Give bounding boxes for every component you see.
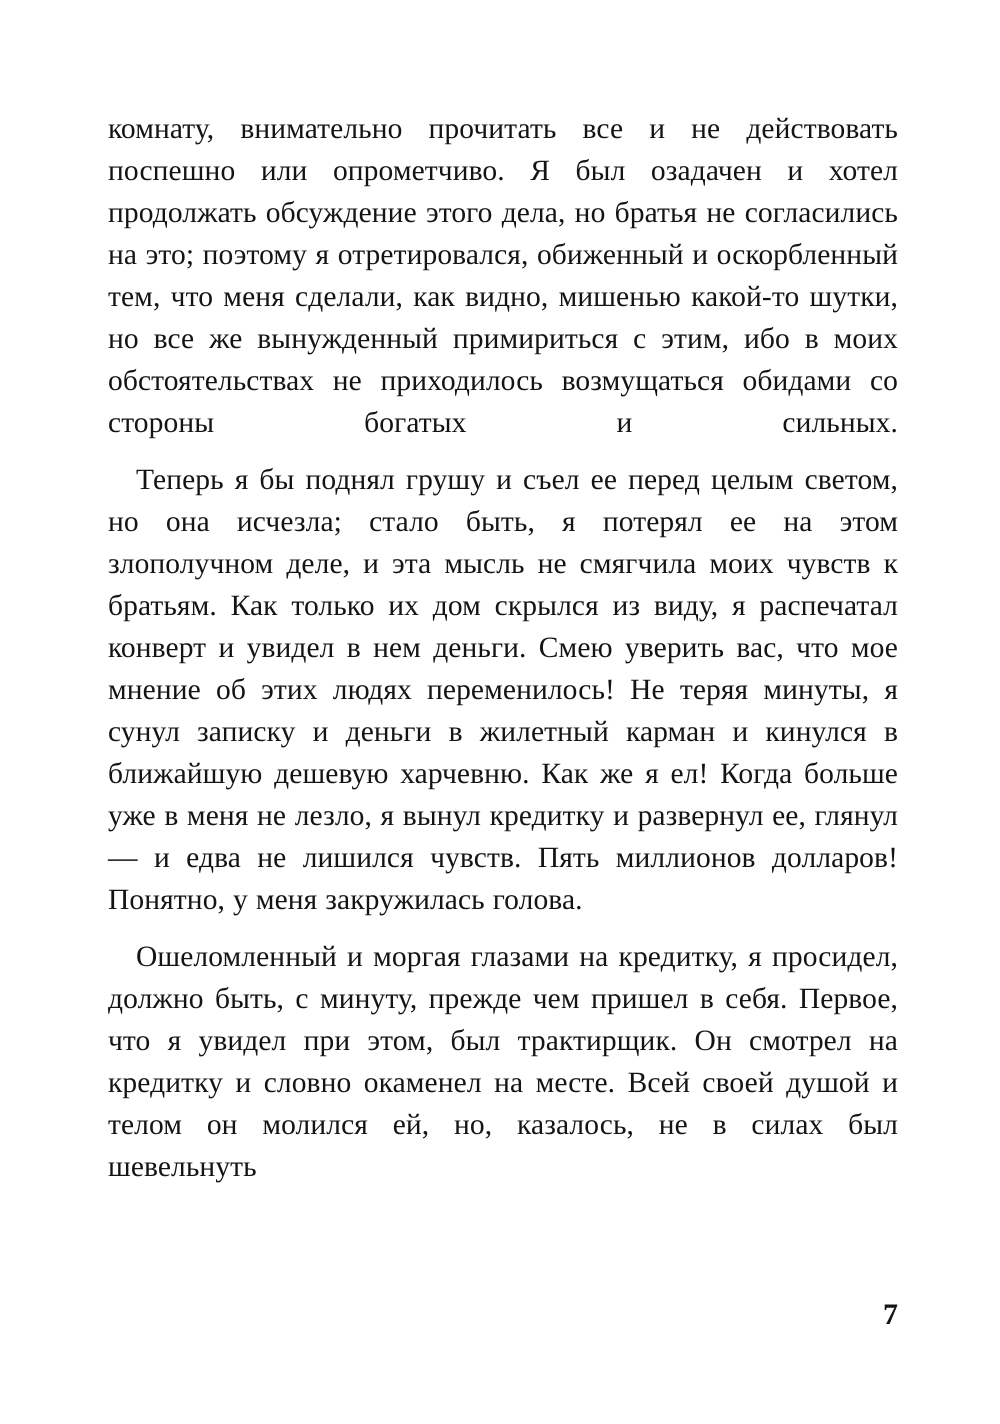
page-text-block — [108, 108, 898, 1188]
body-paragraph: комнату, внимательно прочитать все и не действовать поспешно или опрометчиво. Я был озадачен и хотел продолжать обсуждение этого дела, но братья не согласились на это; поэтому я отретировался, обиженный и оскорбленный тем, что меня сделали, как видно, мишенью какой-то шутки, но все же вынужденный примириться с этим, ибо в моих обстоятельствах не приходилось возмущаться обидами со стороны богатых и сильных. — [108, 113, 898, 439]
page-number: 7 — [883, 1298, 898, 1331]
body-paragraph: Теперь я бы поднял грушу и съел ее перед целым светом, но она исчезла; стало быть, я потерял ее на этом злополучном деле, и эта мысль не смягчила моих чувств к братьям. Как только их дом скрылся из виду, я распечатал конверт и увидел в нем деньги. Смею уверить вас, что мое мнение об этих людях переменилось! Не теряя минуты, я сунул записку и деньги в жилетный карман и кинулся в ближайшую дешевую харчевню. Как же я ел! Когда больше уже в меня не лезло, я вынул кредитку и развернул ее, глянул — и едва не лишился чувств. Пять миллионов долларов! Понятно, у меня закружилась голова. — [108, 464, 898, 916]
body-paragraph: Ошеломленный и моргая глазами на кредитку, я просидел, должно быть, с минуту, прежде чем пришел в себя. Первое, что я увидел при этом, был трактирщик. Он смотрел на кредитку и словно окаменел на месте. Всей своей душой и телом он молился ей, но, казалось, не в силах был шевельнуть — [108, 941, 898, 1183]
